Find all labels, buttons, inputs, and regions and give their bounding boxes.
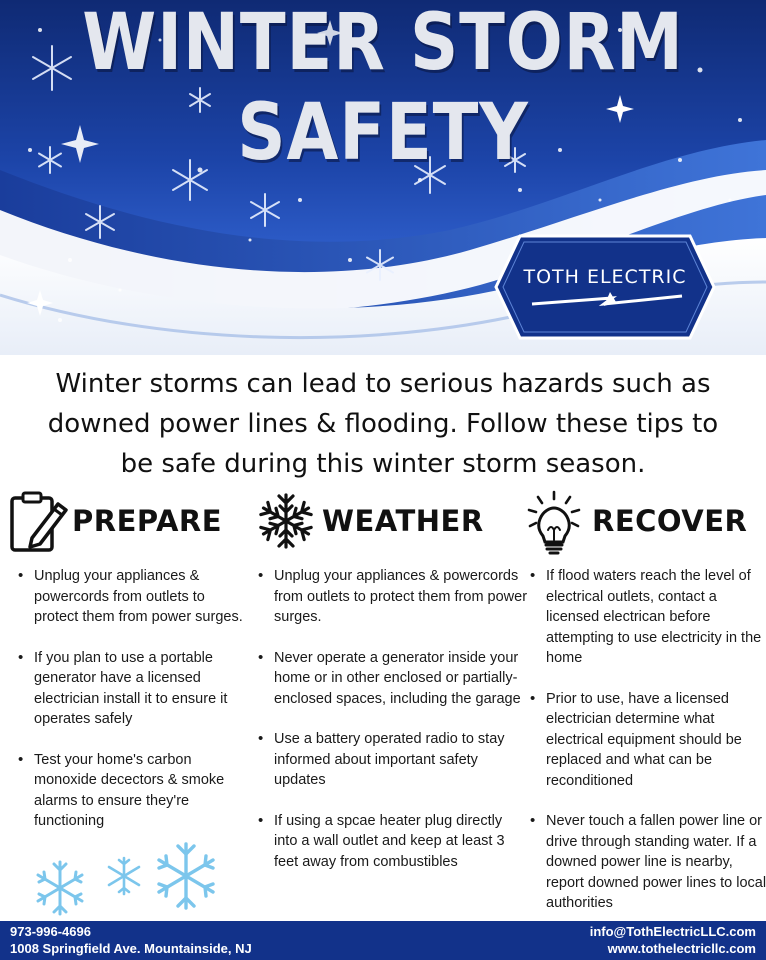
prepare-list <box>16 566 248 852</box>
heading-prepare: PREPARE <box>72 504 223 538</box>
column-weather-header <box>250 490 530 560</box>
list-item: • Never touch a fallen power line or drive through standing water. If a downed power line is nearby, report downed power lines to local authorities <box>528 811 766 914</box>
list-item: • Never operate a generator inside your home or in other enclosed or partially-enclosed spaces, including the garage <box>256 648 528 710</box>
clipboard-pencil-icon <box>8 490 70 554</box>
footer-bar <box>0 921 766 960</box>
snowflake-icon <box>256 490 316 552</box>
list-item: • Use a battery operated radio to stay informed about important safety updates <box>256 729 528 791</box>
toth-electric-logo <box>492 232 718 342</box>
intro-line-2: downed power lines & flooding. Follow these tips to <box>47 409 719 439</box>
footer-address: 1008 Springfield Ave. Mountainside, NJ <box>10 941 252 956</box>
heading-weather: WEATHER <box>322 504 484 538</box>
column-recover <box>522 490 766 911</box>
column-prepare-header <box>6 490 246 560</box>
header-banner <box>0 0 766 355</box>
lightbulb-icon <box>526 490 582 556</box>
decorative-snowflakes-icon <box>30 838 230 920</box>
footer-phone[interactable]: 973-996-4696 <box>10 924 91 939</box>
heading-recover: RECOVER <box>592 504 748 538</box>
list-item: • If you plan to use a portable generator have a licensed electrician install it to ensure it operates safely <box>16 648 248 730</box>
title-line-2: SAFETY <box>237 88 529 178</box>
logo-text: TOTH ELECTRIC <box>523 266 687 288</box>
intro-text <box>0 364 766 484</box>
list-item: • Unplug your appliances & powercords from outlets to protect them from power surges. <box>256 566 528 628</box>
recover-list <box>528 566 766 934</box>
list-item: • If using a spcae heater plug directly into a wall outlet and keep at least 3 feet away from combustibles <box>256 811 528 873</box>
list-item: • Test your home's carbon monoxide decectors & smoke alarms to ensure they're functioning <box>16 750 248 832</box>
list-item: • Unplug your appliances & powercords from outlets to protect them from power surges. <box>16 566 248 628</box>
column-prepare <box>6 490 246 829</box>
title-line-1: WINTER STORM <box>82 0 684 88</box>
footer-email-link[interactable]: info@TothElectricLLC.com <box>589 924 756 939</box>
intro-line-1: Winter storms can lead to serious hazards such as <box>55 369 711 399</box>
weather-list <box>256 566 528 892</box>
column-weather <box>250 490 530 870</box>
list-item: • Prior to use, have a licensed electrician determine what electrical equipment should be replaced and what can be reconditioned <box>528 689 766 792</box>
list-item: • If flood waters reach the level of electrical outlets, contact a licensed electrican before attempting to use electricity in the home <box>528 566 766 669</box>
intro-line-3: be safe during this winter storm season. <box>120 449 646 479</box>
column-recover-header <box>522 490 766 560</box>
footer-website-link[interactable]: www.tothelectricllc.com <box>607 941 756 956</box>
